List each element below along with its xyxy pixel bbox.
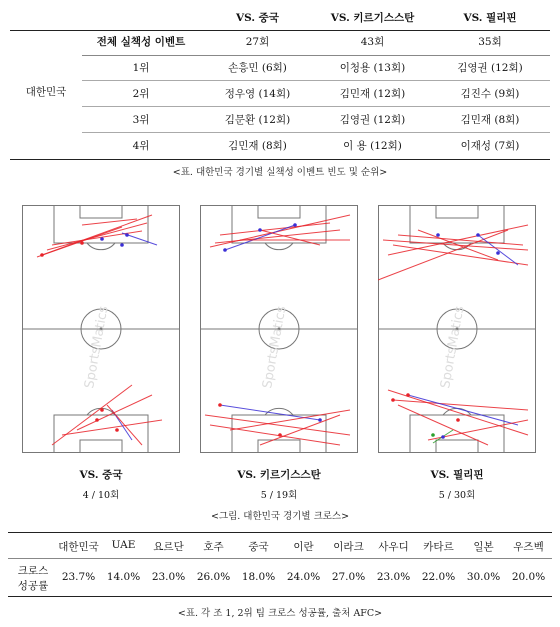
cross-point <box>223 248 227 252</box>
total-kyrgyzstan: 43회 <box>360 36 385 48</box>
rate-cell: 23.7% <box>61 571 96 583</box>
rate-cell: 24.0% <box>286 571 321 583</box>
cross-point <box>476 233 480 237</box>
cross-point <box>278 433 282 437</box>
total-china: 27회 <box>245 36 270 48</box>
table-cell: 이 용 (12회) <box>343 140 402 152</box>
cross-point <box>80 241 84 245</box>
cross-point <box>120 243 124 247</box>
rate-cell: 27.0% <box>331 571 366 583</box>
team-label: 대한민국 <box>25 86 67 98</box>
table-cell: 김영권 (12회) <box>339 114 406 126</box>
match-label: VS. 중국 <box>79 469 123 481</box>
table-rule <box>82 55 550 56</box>
table-cell: 김민재 (8회) <box>460 114 520 126</box>
rate-cell: 26.0% <box>196 571 231 583</box>
table-rule <box>82 106 550 107</box>
table-bottom-rule <box>10 159 550 160</box>
team-header: 이란 <box>293 541 314 553</box>
pitch-kyrgyzstan <box>200 205 358 453</box>
rate-cell: 14.0% <box>106 571 141 583</box>
cross-count: 5 / 19회 <box>260 490 298 501</box>
table-rule <box>82 80 550 81</box>
team-header: 중국 <box>248 541 269 553</box>
row-label: 크로스 <box>17 565 49 577</box>
rate-cell: 23.0% <box>376 571 411 583</box>
table-row <box>10 110 550 130</box>
cross-point <box>431 433 435 437</box>
cross-point <box>391 398 395 402</box>
rate-cell: 23.0% <box>151 571 186 583</box>
team-header: 요르단 <box>153 541 184 553</box>
total-philippines: 35회 <box>478 36 502 48</box>
match-label: VS. 필리핀 <box>430 469 484 481</box>
pitch-svg <box>200 205 358 453</box>
cross-point <box>258 228 262 232</box>
table-rule <box>82 132 550 133</box>
watermark-text: SportsMatics <box>82 304 112 390</box>
pitch-svg <box>378 205 536 453</box>
match-label: VS. 키르기스스탄 <box>237 469 321 481</box>
cross-point <box>100 237 104 241</box>
cross-point <box>441 435 445 439</box>
table-cell: 김민재 (8회) <box>228 140 287 152</box>
table-row <box>10 84 550 104</box>
cross-point <box>293 223 297 227</box>
row-label: 성공률 <box>17 580 49 592</box>
cross-point <box>318 418 322 422</box>
table-cell: 김민재 (12회) <box>339 88 406 100</box>
team-header: 우즈벡 <box>513 541 544 553</box>
rate-cell: 30.0% <box>466 571 501 583</box>
cross-point <box>496 251 500 255</box>
cross-point <box>40 253 44 257</box>
pitch-philippines <box>378 205 536 453</box>
table-cell: 김진수 (9회) <box>460 88 520 100</box>
table-cell: 손흥민 (6회) <box>228 62 287 74</box>
cross-point <box>100 408 104 412</box>
table-cell: 이청용 (13회) <box>339 62 406 74</box>
table-cell: 김영권 (12회) <box>457 62 523 74</box>
table-total-row <box>10 32 550 52</box>
table-row <box>10 58 550 78</box>
table1-caption: <표. 대한민국 경기별 실책성 이벤트 빈도 및 순위> <box>172 167 388 178</box>
table2-caption: <표. 각 조 1, 2위 팀 크로스 성공률, 출처 AFC> <box>177 608 383 619</box>
rank-label: 2위 <box>132 88 150 100</box>
rank-label: 4위 <box>132 140 150 152</box>
team-header: 대한민국 <box>58 541 99 553</box>
cross-point <box>218 403 222 407</box>
header-kyrgyzstan: VS. 키르기스스탄 <box>330 12 415 24</box>
table-header-row <box>10 8 550 28</box>
cross-point <box>115 428 119 432</box>
table-cell: 김문환 (12회) <box>224 114 291 126</box>
pitch-china <box>22 205 180 453</box>
team-header: 일본 <box>473 541 494 553</box>
cross-point <box>436 233 440 237</box>
table-row <box>10 136 550 156</box>
cross-point <box>95 418 99 422</box>
cross-count: 4 / 10회 <box>82 490 120 501</box>
cross-point <box>125 233 129 237</box>
table-cell: 정우영 (14회) <box>224 88 291 100</box>
table-rule <box>8 558 552 559</box>
watermark-text: SportsMatics <box>260 304 290 390</box>
header-china: VS. 중국 <box>236 12 279 24</box>
rate-cell: 22.0% <box>421 571 456 583</box>
header-philippines: VS. 필리핀 <box>463 12 517 24</box>
cross-point <box>406 393 410 397</box>
table-top-rule <box>10 30 550 31</box>
total-label: 전체 실책성 이벤트 <box>96 36 186 48</box>
rank-label: 3위 <box>132 114 150 126</box>
figure-caption: <그림. 대한민국 경기별 크로스> <box>210 511 350 522</box>
rate-cell: 18.0% <box>241 571 276 583</box>
team-header: 호주 <box>203 541 224 553</box>
cross-count: 5 / 30회 <box>438 490 476 501</box>
rank-label: 1위 <box>132 62 150 74</box>
team-header: 사우디 <box>378 541 409 553</box>
table-top-rule <box>8 532 552 533</box>
team-header: 이라크 <box>333 541 364 553</box>
rate-cell: 20.0% <box>511 571 546 583</box>
team-header: 카타르 <box>423 541 454 553</box>
table-bottom-rule <box>8 596 552 597</box>
pitch-svg <box>22 205 180 453</box>
cross-point <box>456 418 460 422</box>
table-cell: 이재성 (7회) <box>460 140 520 152</box>
team-header: UAE <box>111 539 136 551</box>
watermark-text: SportsMatics <box>438 304 468 390</box>
